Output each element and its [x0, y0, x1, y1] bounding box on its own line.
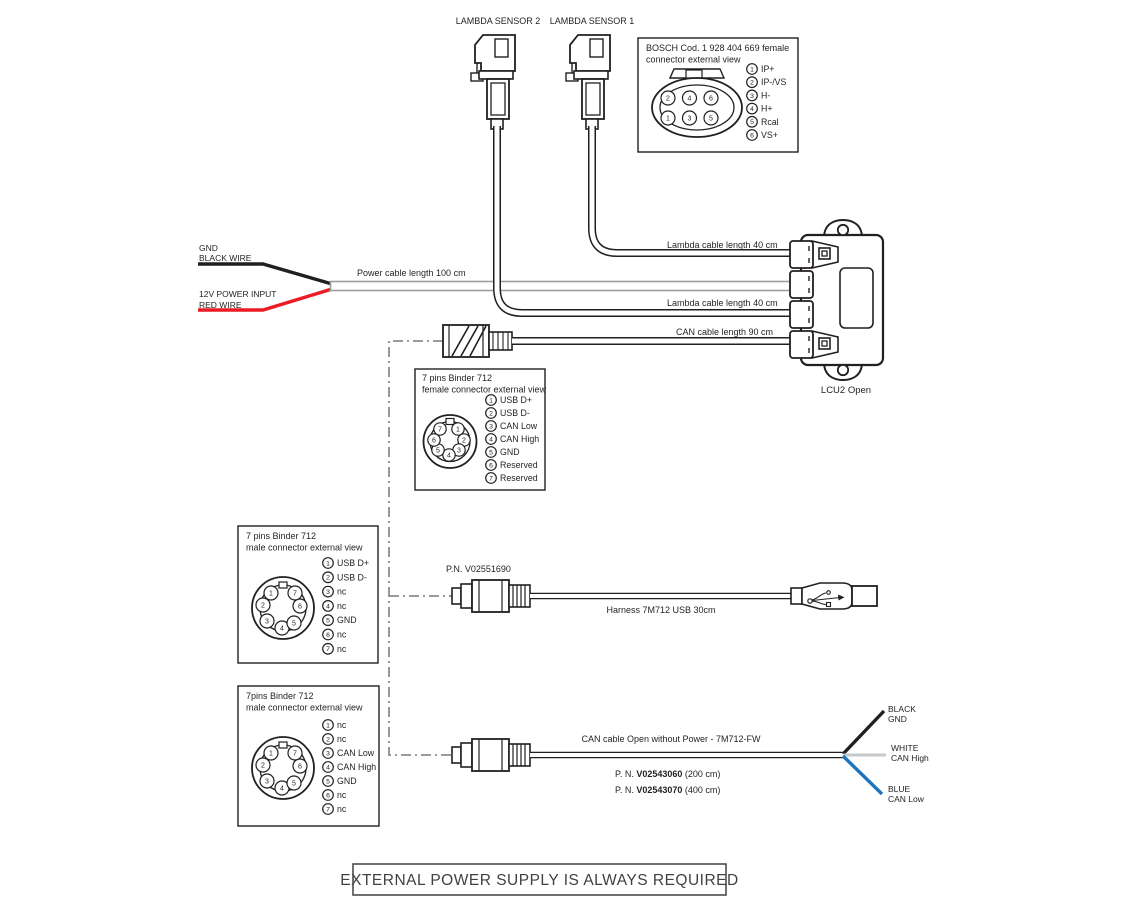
can-open-pn1: P. N. V02543060 (200 cm): [615, 769, 721, 779]
pin-legend-number: 7: [489, 475, 493, 483]
pin-legend-number: 6: [750, 132, 754, 140]
female-box-title1: 7 pins Binder 712: [422, 373, 493, 383]
lambda-sensor-2-label: LAMBDA SENSOR 2: [455, 16, 541, 26]
pin-legend-number: 1: [326, 722, 330, 730]
pin-legend-label: nc: [337, 804, 347, 814]
white-wire-label2: CAN High: [891, 753, 929, 763]
pin-legend-label: IP-/VS: [761, 77, 787, 88]
face-pin-number: 1: [269, 590, 273, 598]
pin-legend-label: nc: [337, 600, 347, 611]
can-open-pn2: P. N. V02543070 (400 cm): [615, 785, 721, 795]
face-pin-number: 7: [293, 590, 297, 598]
binder-female-box: [415, 369, 547, 490]
power-cable-label: Power cable length 100 cm: [357, 268, 466, 278]
pin-legend-number: 6: [489, 462, 493, 470]
face-pin-number: 4: [280, 625, 284, 633]
can-open-binder-connector: [452, 739, 530, 771]
pin-legend-label: USB D+: [500, 395, 533, 405]
pin-legend-label: nc: [337, 720, 347, 730]
pin-legend-label: IP+: [761, 64, 775, 74]
footer-warning-text: EXTERNAL POWER SUPPLY IS ALWAYS REQUIRED: [340, 872, 739, 889]
face-pin-number: 1: [666, 115, 670, 123]
pin-legend-number: 3: [750, 92, 754, 100]
face-pin-number: 3: [687, 115, 692, 123]
gnd-black-wire: [198, 264, 332, 284]
usb-binder-connector: [452, 580, 530, 612]
pin-legend-label: nc: [337, 734, 347, 744]
face-pin-number: 3: [265, 618, 269, 626]
pin-legend-label: GND: [337, 615, 357, 626]
face-pin-number: 5: [292, 780, 296, 788]
pin-legend-number: 3: [489, 423, 493, 431]
blue-wire-label2: CAN Low: [888, 794, 924, 804]
pin-legend-label: GND: [337, 776, 357, 786]
male-usb-box-title2: male connector external view: [246, 542, 363, 553]
face-pin-number: 4: [687, 95, 692, 103]
lambda-sensor-2-connector: [471, 35, 515, 129]
face-pin-number: 5: [436, 447, 440, 455]
face-pin-number: 5: [709, 115, 713, 123]
face-pin-number: 3: [457, 447, 461, 455]
face-pin-number: 2: [462, 437, 466, 445]
pin-legend-number: 1: [750, 66, 754, 74]
pin-legend-label: CAN High: [500, 434, 540, 444]
pin-legend-number: 7: [326, 806, 330, 814]
face-pin-number: 1: [456, 426, 460, 434]
blue-wire-label1: BLUE: [888, 784, 911, 794]
pin-legend-label: VS+: [761, 130, 778, 140]
pin-legend-number: 6: [326, 792, 330, 800]
pin-legend-label: GND: [500, 447, 520, 457]
pin-legend-label: Reserved: [500, 460, 538, 470]
face-pin-number: 2: [261, 602, 265, 610]
female-face-notch: [446, 419, 454, 425]
face-pin-number: 7: [293, 750, 297, 758]
pin-legend-number: 1: [489, 397, 493, 405]
white-wire-label1: WHITE: [891, 743, 919, 753]
pin-legend-number: 4: [750, 106, 754, 113]
face-pin-number: 6: [298, 603, 302, 611]
lambda-cable-2-label: Lambda cable length 40 cm: [667, 298, 778, 308]
pin-legend-number: 5: [326, 778, 330, 786]
bosch-connector-box: [638, 38, 798, 152]
lcu2-label: LCU2 Open: [820, 385, 872, 396]
male-usb-box-title1: 7 pins Binder 712: [246, 531, 317, 541]
pin-legend-number: 2: [750, 79, 754, 87]
pin-legend-number: 2: [326, 574, 330, 582]
pin-legend-label: CAN Low: [500, 421, 538, 431]
can-open-black-wire: [843, 711, 884, 754]
pin-legend-label: nc: [337, 586, 347, 597]
pin-legend-number: 5: [489, 449, 493, 457]
gnd-label-line1: GND: [199, 243, 218, 253]
face-pin-number: 3: [265, 778, 269, 786]
binder-male-can-box: [238, 686, 379, 826]
pin-legend-number: 2: [489, 410, 493, 418]
power-cable: [331, 282, 795, 291]
face-pin-number: 7: [438, 426, 442, 434]
face-pin-number: 2: [261, 762, 265, 770]
black-wire-label2: GND: [888, 714, 907, 724]
can-open-blue-wire: [843, 756, 882, 794]
male-can-box-title2: male connector external view: [246, 702, 363, 713]
bosch-title-line1: BOSCH Cod. 1 928 404 669 female: [646, 43, 790, 53]
footer-warning-box: [340, 864, 738, 895]
usb-harness-label: Harness 7M712 USB 30cm: [606, 605, 716, 615]
face-pin-number: 2: [666, 95, 670, 103]
lambda-sensor-1-connector: [566, 35, 610, 129]
pin-legend-label: H-: [761, 90, 771, 101]
lcu2-top-hole: [838, 225, 848, 235]
pin-legend-label: Rcal: [761, 116, 779, 127]
pin-legend-label: nc: [337, 643, 347, 654]
bosch-face-key-slot: [686, 70, 702, 78]
male-can-face-notch: [279, 742, 287, 748]
pin-legend-label: nc: [337, 790, 347, 800]
pin-legend-number: 6: [326, 631, 330, 639]
pin-legend-number: 4: [489, 436, 493, 444]
can-binder-connector-top: [443, 325, 512, 357]
pin-legend-label: Reserved: [500, 473, 538, 483]
usb-a-connector: [791, 583, 877, 609]
pin-legend-label: USB D-: [337, 572, 367, 583]
pin-legend-label: CAN High: [337, 762, 377, 772]
pin-legend-label: H+: [761, 103, 773, 114]
face-pin-number: 5: [292, 620, 296, 628]
face-pin-number: 4: [280, 785, 284, 793]
face-pin-number: 6: [432, 437, 436, 445]
pin-legend-number: 7: [326, 646, 330, 654]
face-pin-number: 6: [709, 95, 713, 103]
lambda-cable-1-label: Lambda cable length 40 cm: [667, 240, 778, 250]
lambda-sensor-1-label: LAMBDA SENSOR 1: [549, 16, 635, 26]
12v-label-line1: 12V POWER INPUT: [199, 289, 277, 299]
pin-legend-label: USB D+: [337, 558, 370, 568]
pin-legend-label: USB D-: [500, 408, 530, 418]
female-box-title2: female connector external view: [422, 384, 547, 395]
12v-label-line2: RED WIRE: [199, 300, 242, 310]
black-wire-label1: BLACK: [888, 704, 916, 714]
face-pin-number: 6: [298, 763, 302, 771]
face-pin-number: 1: [269, 750, 273, 758]
bosch-title-line2: connector external view: [646, 54, 741, 65]
pin-legend-number: 4: [326, 764, 330, 772]
gnd-label-line2: BLACK WIRE: [199, 253, 252, 263]
pin-legend-label: CAN Low: [337, 748, 375, 758]
binder-male-usb-box: [238, 526, 378, 663]
lcu2-bottom-hole: [838, 365, 848, 375]
male-usb-face-notch: [279, 582, 287, 588]
can-cable-label: CAN cable length 90 cm: [676, 327, 774, 337]
pin-legend-number: 5: [750, 119, 754, 127]
pin-legend-label: nc: [337, 629, 347, 640]
pin-legend-number: 1: [326, 560, 330, 568]
male-can-box-title1: 7pins Binder 712: [246, 691, 314, 701]
lcu2-label-area: [840, 268, 873, 328]
pin-legend-number: 2: [326, 736, 330, 744]
can-open-cable-label: CAN cable Open without Power - 7M712-FW: [581, 734, 761, 744]
pin-legend-number: 4: [326, 603, 330, 611]
pin-legend-number: 3: [326, 750, 330, 758]
pin-legend-number: 3: [326, 589, 330, 596]
pin-legend-number: 5: [326, 617, 330, 625]
face-pin-number: 4: [447, 452, 451, 460]
usb-part-number: P.N. V02551690: [446, 564, 511, 574]
